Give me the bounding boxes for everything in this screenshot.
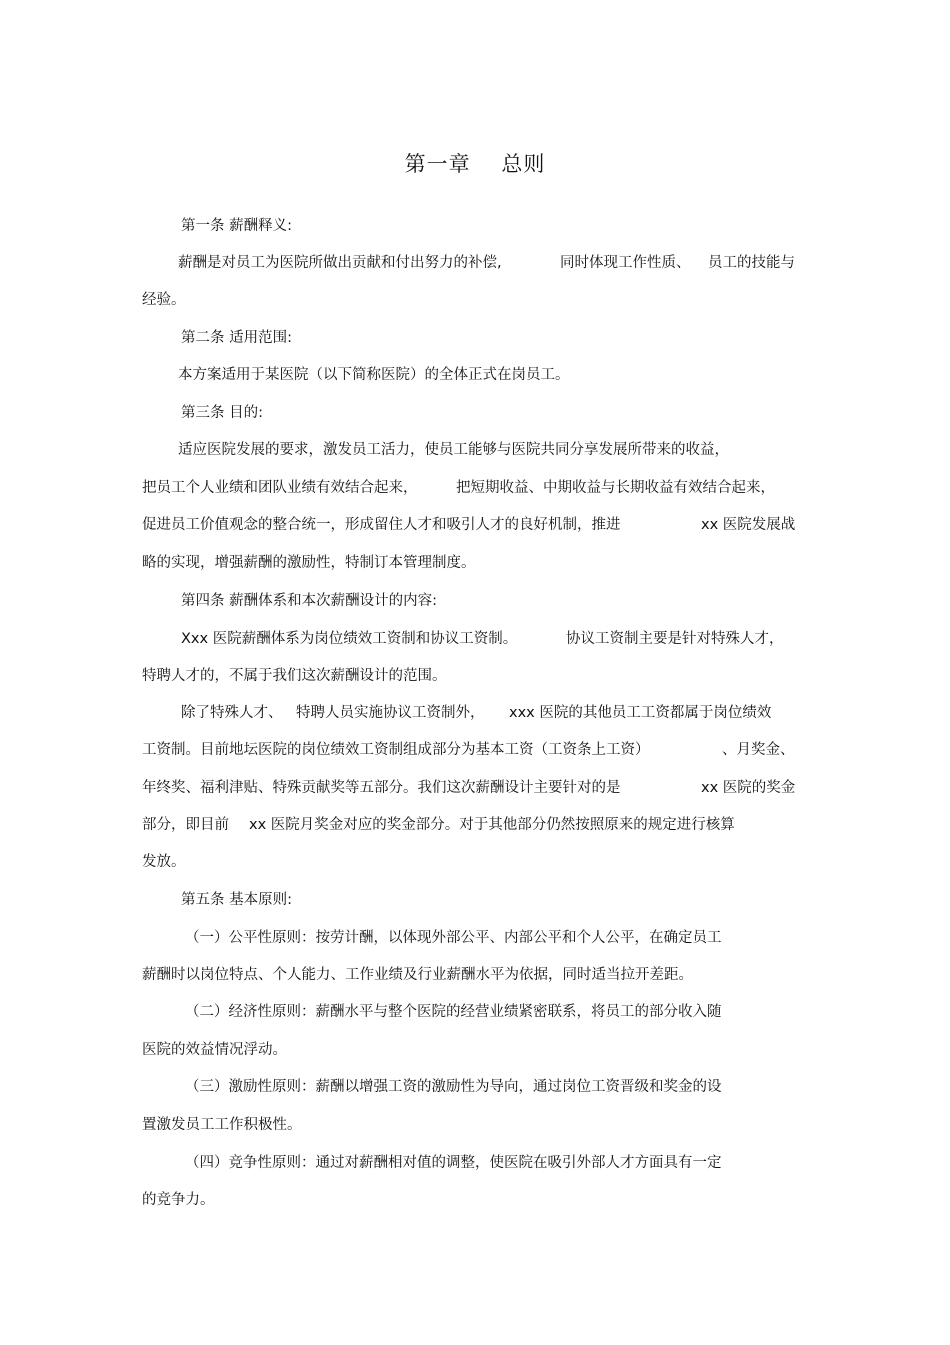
article-4-line-2: 特聘人才的，不属于我们这次薪酬设计的范围。 (142, 668, 447, 684)
article-5-line-2: 薪酬时以岗位特点、个人能力、工作业绩及行业薪酬水平为依据，同时适当拉开差距。 (142, 967, 693, 983)
text-segment: Xxx 医院薪酬体系为岗位绩效工资制和协议工资制。 (181, 631, 518, 647)
article-3-line-2 (0, 478, 950, 498)
text-segment: xx 医院月奖金对应的奖金部分。对于其他部分仍然按照原来的规定进行核算 (249, 817, 735, 833)
text-segment: 工资制。目前地坛医院的岗位绩效工资制组成部分为基本工资（工资条上工资） (142, 742, 650, 758)
text-segment: 薪酬是对员工为医院所做出贡献和付出努力的补偿, (178, 255, 502, 271)
article-1-line-2: 经验。 (142, 292, 186, 308)
text-segment: 年终奖、福利津贴、特殊贡献奖等五部分。我们这次薪酬设计主要针对的是 (142, 780, 621, 796)
text-segment: 部分，即目前 (142, 817, 229, 833)
article-5-line-1: （一）公平性原则：按劳计酬，以体现外部公平、内部公平和个人公平，在确定员工 (185, 930, 722, 946)
article-5-line-7: （四）竞争性原则：通过对薪酬相对值的调整，使医院在吸引外部人才方面具有一定 (185, 1155, 722, 1171)
text-segment: 促进员工价值观念的整合统一，形成留住人才和吸引人才的良好机制，推进 (142, 517, 621, 533)
text-segment: xx 医院发展战 (701, 517, 796, 533)
article-4-line-1 (0, 629, 950, 649)
article-2-heading: 第二条 适用范围: (181, 330, 292, 346)
article-3-line-1: 适应医院发展的要求，激发员工活力，使员工能够与医院共同分享发展所带来的收益， (178, 442, 729, 458)
article-4-line-7: 发放。 (142, 854, 186, 870)
article-3-line-4: 略的实现，增强薪酬的激励性，特制订本管理制度。 (142, 555, 476, 571)
text-segment: xx 医院的奖金 (701, 780, 796, 796)
article-4-line-6 (0, 815, 950, 835)
article-4-line-4 (0, 740, 950, 760)
article-3-heading: 第三条 目的: (181, 405, 263, 421)
article-5-line-8: 的竞争力。 (142, 1192, 215, 1208)
article-4-heading: 第四条 薪酬体系和本次薪酬设计的内容: (181, 593, 437, 609)
article-5-line-3: （二）经济性原则：薪酬水平与整个医院的经营业绩紧密联系，将员工的部分收入随 (185, 1004, 722, 1020)
text-segment: 员工的技能与 (708, 255, 795, 271)
article-3-line-3 (0, 515, 950, 535)
text-segment: xxx 医院的其他员工工资都属于岗位绩效 (509, 705, 772, 721)
article-1-heading: 第一条 薪酬释义: (181, 218, 292, 234)
text-segment: 把短期收益、中期收益与长期收益有效结合起来， (456, 480, 775, 496)
text-segment: 把员工个人业绩和团队业绩有效结合起来， (142, 480, 418, 496)
article-5-line-5: （三）激励性原则：薪酬以增强工资的激励性为导向，通过岗位工资晋级和奖金的设 (185, 1079, 722, 1095)
article-5-line-6: 置激发员工工作积极性。 (142, 1117, 302, 1133)
text-segment: 特聘人员实施协议工资制外， (296, 705, 485, 721)
article-4-line-3 (0, 703, 950, 723)
article-1-line-1 (0, 253, 950, 273)
text-segment: 除了特殊人才、 (181, 705, 283, 721)
article-5-heading: 第五条 基本原则: (181, 892, 292, 908)
text-segment: 、月奖金、 (722, 742, 795, 758)
text-segment: 同时体现工作性质、 (560, 255, 691, 271)
text-segment: 协议工资制主要是针对特殊人才， (566, 631, 784, 647)
article-2-line-1: 本方案适用于某医院（以下简称医院）的全体正式在岗员工。 (178, 367, 570, 383)
article-4-line-5 (0, 778, 950, 798)
chapter-title: 第一章 总则 (404, 152, 546, 176)
article-5-line-4: 医院的效益情况浮动。 (142, 1042, 287, 1058)
